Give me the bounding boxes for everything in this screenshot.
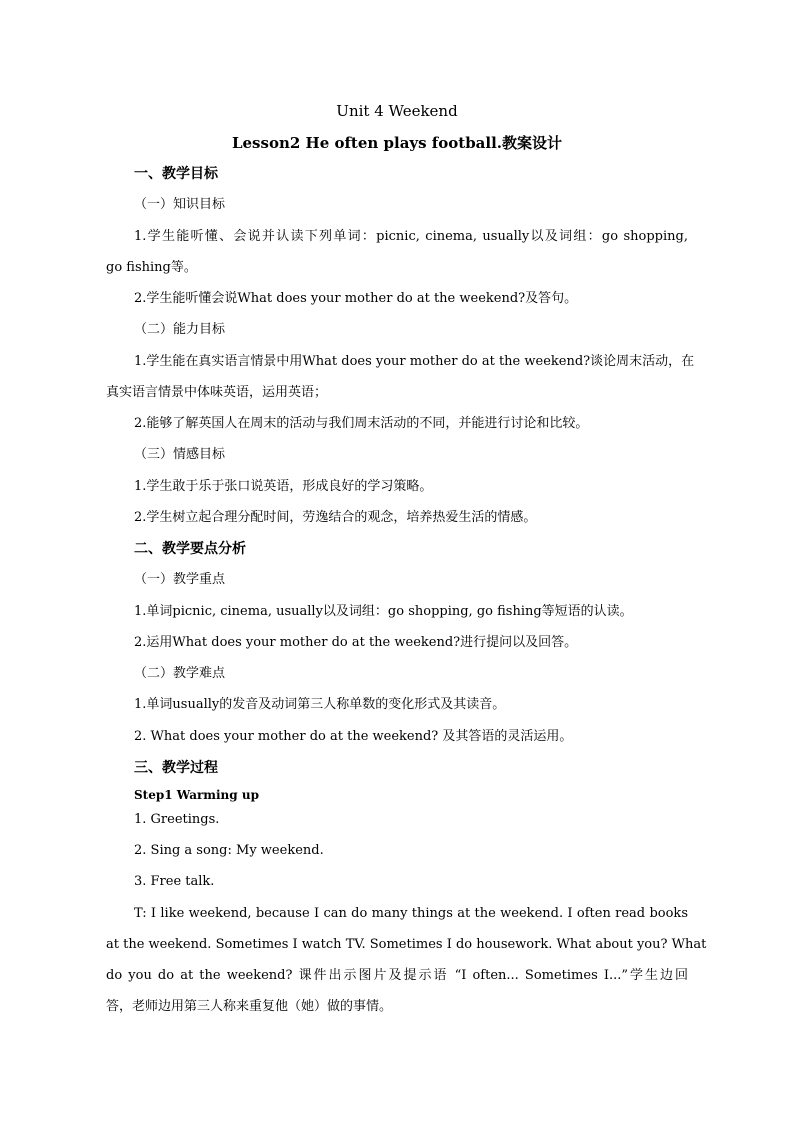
paragraph-line: 1.学生敢于乐于张口说英语，形成良好的学习策略。 [134, 479, 433, 494]
paragraph-line: 2.能够了解英国人在周末的活动与我们周末活动的不同，并能进行讨论和比较。 [134, 416, 589, 431]
paragraph-line: at the weekend. Sometimes I watch TV. Sometimes I do housework. What about you? What [106, 937, 707, 952]
subheading-focus: （一）教学重点 [134, 572, 226, 587]
paragraph-line: 2.学生能听懂会说What does your mother do at the weekend?及答句。 [134, 291, 578, 306]
paragraph-line: T: I like weekend, because I can do many things at the weekend. I often read books [134, 906, 688, 921]
paragraph-line: do you do at the weekend? 课件出示图片及提示语 “I often... Sometimes I...”学生边回 [106, 968, 688, 983]
document-subtitle: Lesson2 He often plays football.教案设计 [231, 134, 563, 152]
section-heading-process: 三、教学过程 [134, 760, 218, 776]
paragraph-line: 1.学生能在真实语言情景中用What does your mother do at the weekend?谈论周末活动，在 [134, 354, 695, 369]
paragraph-line: 2. Sing a song: My weekend. [134, 843, 324, 858]
subheading-difficulty: （二）教学难点 [134, 666, 226, 681]
paragraph-line: 1.单词picnic, cinema, usually以及词组：go shopping, go fishing等短语的认读。 [134, 604, 633, 619]
paragraph-line: 1.学生能听懂、会说并认读下列单词：picnic, cinema, usually以及词组：go shopping, [134, 229, 688, 244]
document-title: Unit 4 Weekend [336, 102, 458, 120]
paragraph-line: 真实语言情景中体味英语，运用英语； [106, 385, 328, 400]
paragraph-line: 2.运用What does your mother do at the weekend?进行提问以及回答。 [134, 635, 578, 650]
paragraph-line: 1. Greetings. [134, 812, 220, 827]
section-heading-objectives: 一、教学目标 [134, 166, 218, 182]
paragraph-line: 2.学生树立起合理分配时间，劳逸结合的观念，培养热爱生活的情感。 [134, 510, 537, 525]
paragraph-line: 1.单词usually的发音及动词第三人称单数的变化形式及其读音。 [134, 697, 506, 712]
paragraph-line: go fishing等。 [106, 260, 197, 275]
section-heading-key-points: 二、教学要点分析 [134, 541, 246, 557]
subheading-knowledge: （一）知识目标 [134, 197, 226, 212]
paragraph-line: 答，老师边用第三人称来重复他（她）做的事情。 [106, 999, 393, 1014]
paragraph-line: 3. Free talk. [134, 874, 215, 889]
subheading-ability: （二）能力目标 [134, 322, 226, 337]
step-heading: Step1 Warming up [134, 788, 259, 802]
paragraph-line: 2. What does your mother do at the weekend? 及其答语的灵活运用。 [134, 729, 573, 744]
subheading-emotion: （三）情感目标 [134, 447, 226, 462]
